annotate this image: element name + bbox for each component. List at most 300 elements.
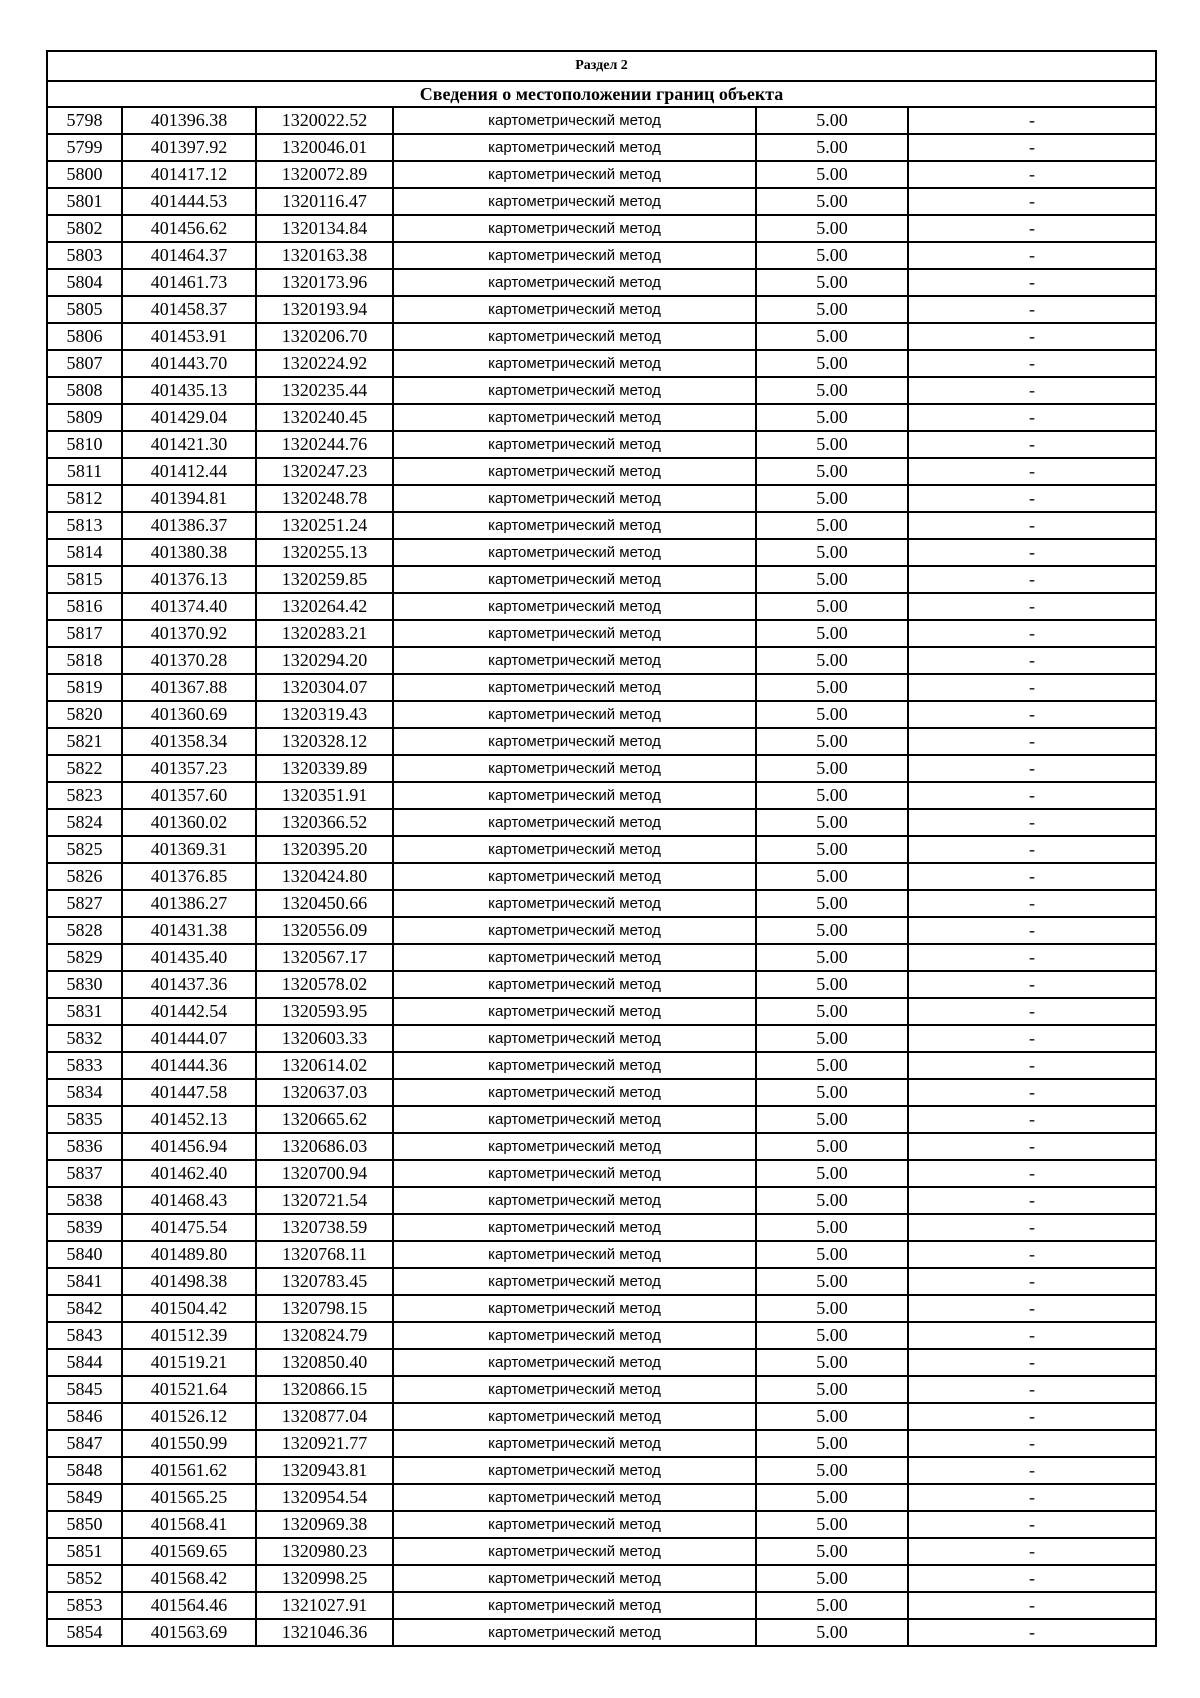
- accuracy-cell: 5.00: [756, 242, 908, 269]
- x-coordinate-cell: 401358.34: [122, 728, 256, 755]
- method-cell: картометрический метод: [393, 242, 756, 269]
- description-cell: -: [908, 377, 1156, 404]
- method-cell: картометрический метод: [393, 404, 756, 431]
- method-cell: картометрический метод: [393, 539, 756, 566]
- method-cell: картометрический метод: [393, 944, 756, 971]
- y-coordinate-cell: 1320235.44: [256, 377, 393, 404]
- point-number-cell: 5826: [47, 863, 122, 890]
- method-cell: картометрический метод: [393, 1538, 756, 1565]
- table-row: [47, 1484, 1156, 1511]
- point-number-cell: 5845: [47, 1376, 122, 1403]
- table-row: [47, 647, 1156, 674]
- y-coordinate-cell: 1320116.47: [256, 188, 393, 215]
- y-coordinate-cell: 1320969.38: [256, 1511, 393, 1538]
- method-cell: картометрический метод: [393, 620, 756, 647]
- method-cell: картометрический метод: [393, 1241, 756, 1268]
- point-number-cell: 5819: [47, 674, 122, 701]
- description-cell: -: [908, 1133, 1156, 1160]
- method-cell: картометрический метод: [393, 1457, 756, 1484]
- point-number-cell: 5800: [47, 161, 122, 188]
- x-coordinate-cell: 401462.40: [122, 1160, 256, 1187]
- method-cell: картометрический метод: [393, 593, 756, 620]
- y-coordinate-cell: 1320943.81: [256, 1457, 393, 1484]
- description-cell: -: [908, 1079, 1156, 1106]
- x-coordinate-cell: 401376.13: [122, 566, 256, 593]
- accuracy-cell: 5.00: [756, 1322, 908, 1349]
- table-row: [47, 566, 1156, 593]
- accuracy-cell: 5.00: [756, 1214, 908, 1241]
- description-cell: -: [908, 1295, 1156, 1322]
- y-coordinate-cell: 1320072.89: [256, 161, 393, 188]
- accuracy-cell: 5.00: [756, 1268, 908, 1295]
- accuracy-cell: 5.00: [756, 728, 908, 755]
- description-cell: -: [908, 269, 1156, 296]
- x-coordinate-cell: 401369.31: [122, 836, 256, 863]
- x-coordinate-cell: 401456.62: [122, 215, 256, 242]
- accuracy-cell: 5.00: [756, 593, 908, 620]
- table-row: [47, 917, 1156, 944]
- description-cell: -: [908, 1403, 1156, 1430]
- description-cell: -: [908, 296, 1156, 323]
- table-row: [47, 1457, 1156, 1484]
- table-row: [47, 809, 1156, 836]
- x-coordinate-cell: 401444.36: [122, 1052, 256, 1079]
- table-row: [47, 1538, 1156, 1565]
- accuracy-cell: 5.00: [756, 431, 908, 458]
- x-coordinate-cell: 401453.91: [122, 323, 256, 350]
- y-coordinate-cell: 1320255.13: [256, 539, 393, 566]
- point-number-cell: 5852: [47, 1565, 122, 1592]
- table-row: [47, 728, 1156, 755]
- x-coordinate-cell: 401357.23: [122, 755, 256, 782]
- x-coordinate-cell: 401442.54: [122, 998, 256, 1025]
- y-coordinate-cell: 1320173.96: [256, 269, 393, 296]
- point-number-cell: 5834: [47, 1079, 122, 1106]
- method-cell: картометрический метод: [393, 917, 756, 944]
- boundary-table-document: [46, 50, 1155, 1647]
- x-coordinate-cell: 401421.30: [122, 431, 256, 458]
- method-cell: картометрический метод: [393, 1592, 756, 1619]
- table-title: Сведения о местоположении границ объекта: [47, 81, 1156, 107]
- description-cell: -: [908, 107, 1156, 134]
- point-number-cell: 5844: [47, 1349, 122, 1376]
- table-row: [47, 242, 1156, 269]
- description-cell: -: [908, 215, 1156, 242]
- y-coordinate-cell: 1320319.43: [256, 701, 393, 728]
- x-coordinate-cell: 401447.58: [122, 1079, 256, 1106]
- description-cell: -: [908, 674, 1156, 701]
- description-cell: -: [908, 539, 1156, 566]
- table-row: [47, 134, 1156, 161]
- method-cell: картометрический метод: [393, 1079, 756, 1106]
- method-cell: картометрический метод: [393, 188, 756, 215]
- table-row: [47, 1430, 1156, 1457]
- description-cell: -: [908, 836, 1156, 863]
- method-cell: картометрический метод: [393, 566, 756, 593]
- point-number-cell: 5817: [47, 620, 122, 647]
- method-cell: картометрический метод: [393, 1403, 756, 1430]
- description-cell: -: [908, 944, 1156, 971]
- description-cell: -: [908, 566, 1156, 593]
- method-cell: картометрический метод: [393, 782, 756, 809]
- table-row: [47, 971, 1156, 998]
- point-number-cell: 5848: [47, 1457, 122, 1484]
- table-row: [47, 620, 1156, 647]
- y-coordinate-cell: 1320567.17: [256, 944, 393, 971]
- y-coordinate-cell: 1320877.04: [256, 1403, 393, 1430]
- y-coordinate-cell: 1320328.12: [256, 728, 393, 755]
- x-coordinate-cell: 401452.13: [122, 1106, 256, 1133]
- y-coordinate-cell: 1320244.76: [256, 431, 393, 458]
- x-coordinate-cell: 401429.04: [122, 404, 256, 431]
- description-cell: -: [908, 809, 1156, 836]
- table-row: [47, 755, 1156, 782]
- point-number-cell: 5818: [47, 647, 122, 674]
- method-cell: картометрический метод: [393, 1106, 756, 1133]
- accuracy-cell: 5.00: [756, 998, 908, 1025]
- description-cell: -: [908, 728, 1156, 755]
- table-row: [47, 269, 1156, 296]
- y-coordinate-cell: 1320798.15: [256, 1295, 393, 1322]
- y-coordinate-cell: 1320768.11: [256, 1241, 393, 1268]
- table-row: [47, 674, 1156, 701]
- accuracy-cell: 5.00: [756, 1457, 908, 1484]
- description-cell: -: [908, 323, 1156, 350]
- x-coordinate-cell: 401437.36: [122, 971, 256, 998]
- accuracy-cell: 5.00: [756, 701, 908, 728]
- point-number-cell: 5799: [47, 134, 122, 161]
- table-row: [47, 593, 1156, 620]
- method-cell: картометрический метод: [393, 1376, 756, 1403]
- description-cell: -: [908, 1538, 1156, 1565]
- y-coordinate-cell: 1320240.45: [256, 404, 393, 431]
- x-coordinate-cell: 401568.42: [122, 1565, 256, 1592]
- method-cell: картометрический метод: [393, 1187, 756, 1214]
- method-cell: картометрический метод: [393, 1052, 756, 1079]
- accuracy-cell: 5.00: [756, 377, 908, 404]
- point-number-cell: 5854: [47, 1619, 122, 1646]
- method-cell: картометрический метод: [393, 1025, 756, 1052]
- description-cell: -: [908, 458, 1156, 485]
- y-coordinate-cell: 1320022.52: [256, 107, 393, 134]
- y-coordinate-cell: 1320395.20: [256, 836, 393, 863]
- y-coordinate-cell: 1320954.54: [256, 1484, 393, 1511]
- description-cell: -: [908, 1457, 1156, 1484]
- method-cell: картометрический метод: [393, 755, 756, 782]
- table-row: [47, 107, 1156, 134]
- y-coordinate-cell: 1320614.02: [256, 1052, 393, 1079]
- method-cell: картометрический метод: [393, 647, 756, 674]
- x-coordinate-cell: 401564.46: [122, 1592, 256, 1619]
- method-cell: картометрический метод: [393, 107, 756, 134]
- y-coordinate-cell: 1320686.03: [256, 1133, 393, 1160]
- x-coordinate-cell: 401431.38: [122, 917, 256, 944]
- method-cell: картометрический метод: [393, 1484, 756, 1511]
- x-coordinate-cell: 401550.99: [122, 1430, 256, 1457]
- y-coordinate-cell: 1320366.52: [256, 809, 393, 836]
- x-coordinate-cell: 401435.13: [122, 377, 256, 404]
- accuracy-cell: 5.00: [756, 755, 908, 782]
- table-row: [47, 1268, 1156, 1295]
- x-coordinate-cell: 401475.54: [122, 1214, 256, 1241]
- point-number-cell: 5821: [47, 728, 122, 755]
- description-cell: -: [908, 998, 1156, 1025]
- accuracy-cell: 5.00: [756, 512, 908, 539]
- point-number-cell: 5837: [47, 1160, 122, 1187]
- y-coordinate-cell: 1320247.23: [256, 458, 393, 485]
- y-coordinate-cell: 1320556.09: [256, 917, 393, 944]
- description-cell: -: [908, 512, 1156, 539]
- point-number-cell: 5833: [47, 1052, 122, 1079]
- table-row: [47, 1079, 1156, 1106]
- accuracy-cell: 5.00: [756, 539, 908, 566]
- point-number-cell: 5851: [47, 1538, 122, 1565]
- point-number-cell: 5846: [47, 1403, 122, 1430]
- y-coordinate-cell: 1320603.33: [256, 1025, 393, 1052]
- accuracy-cell: 5.00: [756, 1160, 908, 1187]
- table-row: [47, 836, 1156, 863]
- x-coordinate-cell: 401568.41: [122, 1511, 256, 1538]
- x-coordinate-cell: 401561.62: [122, 1457, 256, 1484]
- x-coordinate-cell: 401370.92: [122, 620, 256, 647]
- method-cell: картометрический метод: [393, 512, 756, 539]
- method-cell: картометрический метод: [393, 1430, 756, 1457]
- point-number-cell: 5827: [47, 890, 122, 917]
- description-cell: -: [908, 863, 1156, 890]
- y-coordinate-cell: 1320578.02: [256, 971, 393, 998]
- point-number-cell: 5841: [47, 1268, 122, 1295]
- description-cell: -: [908, 350, 1156, 377]
- method-cell: картометрический метод: [393, 458, 756, 485]
- y-coordinate-cell: 1320294.20: [256, 647, 393, 674]
- x-coordinate-cell: 401458.37: [122, 296, 256, 323]
- method-cell: картометрический метод: [393, 674, 756, 701]
- description-cell: -: [908, 701, 1156, 728]
- description-cell: -: [908, 1106, 1156, 1133]
- description-cell: -: [908, 1430, 1156, 1457]
- point-number-cell: 5810: [47, 431, 122, 458]
- table-row: [47, 890, 1156, 917]
- table-row: [47, 1592, 1156, 1619]
- description-cell: -: [908, 647, 1156, 674]
- point-number-cell: 5804: [47, 269, 122, 296]
- table-row: [47, 512, 1156, 539]
- table-row: [47, 1403, 1156, 1430]
- accuracy-cell: 5.00: [756, 161, 908, 188]
- table-row: [47, 1052, 1156, 1079]
- point-number-cell: 5842: [47, 1295, 122, 1322]
- description-cell: -: [908, 971, 1156, 998]
- table-row: [47, 1349, 1156, 1376]
- accuracy-cell: 5.00: [756, 674, 908, 701]
- point-number-cell: 5822: [47, 755, 122, 782]
- x-coordinate-cell: 401386.37: [122, 512, 256, 539]
- x-coordinate-cell: 401443.70: [122, 350, 256, 377]
- point-number-cell: 5832: [47, 1025, 122, 1052]
- boundary-coordinates-table: [46, 50, 1157, 1647]
- point-number-cell: 5808: [47, 377, 122, 404]
- accuracy-cell: 5.00: [756, 917, 908, 944]
- point-number-cell: 5823: [47, 782, 122, 809]
- accuracy-cell: 5.00: [756, 1052, 908, 1079]
- y-coordinate-cell: 1320264.42: [256, 593, 393, 620]
- table-row: [47, 1160, 1156, 1187]
- point-number-cell: 5803: [47, 242, 122, 269]
- y-coordinate-cell: 1320980.23: [256, 1538, 393, 1565]
- y-coordinate-cell: 1321027.91: [256, 1592, 393, 1619]
- table-row: [47, 404, 1156, 431]
- method-cell: картометрический метод: [393, 1160, 756, 1187]
- x-coordinate-cell: 401417.12: [122, 161, 256, 188]
- accuracy-cell: 5.00: [756, 323, 908, 350]
- y-coordinate-cell: 1320193.94: [256, 296, 393, 323]
- table-row: [47, 431, 1156, 458]
- x-coordinate-cell: 401444.53: [122, 188, 256, 215]
- table-row: [47, 1295, 1156, 1322]
- accuracy-cell: 5.00: [756, 971, 908, 998]
- method-cell: картометрический метод: [393, 134, 756, 161]
- method-cell: картометрический метод: [393, 1214, 756, 1241]
- description-cell: -: [908, 1619, 1156, 1646]
- description-cell: -: [908, 431, 1156, 458]
- point-number-cell: 5838: [47, 1187, 122, 1214]
- point-number-cell: 5828: [47, 917, 122, 944]
- x-coordinate-cell: 401435.40: [122, 944, 256, 971]
- accuracy-cell: 5.00: [756, 1403, 908, 1430]
- point-number-cell: 5814: [47, 539, 122, 566]
- x-coordinate-cell: 401521.64: [122, 1376, 256, 1403]
- y-coordinate-cell: 1320721.54: [256, 1187, 393, 1214]
- y-coordinate-cell: 1320351.91: [256, 782, 393, 809]
- description-cell: -: [908, 782, 1156, 809]
- table-row: [47, 1214, 1156, 1241]
- y-coordinate-cell: 1320783.45: [256, 1268, 393, 1295]
- accuracy-cell: 5.00: [756, 269, 908, 296]
- table-row: [47, 863, 1156, 890]
- table-row: [47, 296, 1156, 323]
- method-cell: картометрический метод: [393, 431, 756, 458]
- method-cell: картометрический метод: [393, 350, 756, 377]
- method-cell: картометрический метод: [393, 323, 756, 350]
- table-row: [47, 998, 1156, 1025]
- accuracy-cell: 5.00: [756, 782, 908, 809]
- point-number-cell: 5813: [47, 512, 122, 539]
- point-number-cell: 5805: [47, 296, 122, 323]
- table-row: [47, 1565, 1156, 1592]
- y-coordinate-cell: 1320921.77: [256, 1430, 393, 1457]
- y-coordinate-cell: 1320163.38: [256, 242, 393, 269]
- point-number-cell: 5811: [47, 458, 122, 485]
- y-coordinate-cell: 1320866.15: [256, 1376, 393, 1403]
- description-cell: -: [908, 1376, 1156, 1403]
- accuracy-cell: 5.00: [756, 296, 908, 323]
- accuracy-cell: 5.00: [756, 215, 908, 242]
- description-cell: -: [908, 485, 1156, 512]
- table-row: [47, 161, 1156, 188]
- point-number-cell: 5807: [47, 350, 122, 377]
- description-cell: -: [908, 1592, 1156, 1619]
- y-coordinate-cell: 1320206.70: [256, 323, 393, 350]
- table-row: [47, 188, 1156, 215]
- y-coordinate-cell: 1320259.85: [256, 566, 393, 593]
- y-coordinate-cell: 1320304.07: [256, 674, 393, 701]
- table-row: [47, 377, 1156, 404]
- description-cell: -: [908, 1052, 1156, 1079]
- description-cell: -: [908, 134, 1156, 161]
- table-row: [47, 1322, 1156, 1349]
- table-row: [47, 458, 1156, 485]
- point-number-cell: 5843: [47, 1322, 122, 1349]
- point-number-cell: 5836: [47, 1133, 122, 1160]
- y-coordinate-cell: 1320824.79: [256, 1322, 393, 1349]
- method-cell: картометрический метод: [393, 377, 756, 404]
- method-cell: картометрический метод: [393, 1322, 756, 1349]
- accuracy-cell: 5.00: [756, 1430, 908, 1457]
- method-cell: картометрический метод: [393, 1511, 756, 1538]
- table-row: [47, 1106, 1156, 1133]
- accuracy-cell: 5.00: [756, 1511, 908, 1538]
- y-coordinate-cell: 1320046.01: [256, 134, 393, 161]
- accuracy-cell: 5.00: [756, 485, 908, 512]
- accuracy-cell: 5.00: [756, 809, 908, 836]
- description-cell: -: [908, 1241, 1156, 1268]
- method-cell: картометрический метод: [393, 971, 756, 998]
- description-cell: -: [908, 1025, 1156, 1052]
- accuracy-cell: 5.00: [756, 1106, 908, 1133]
- accuracy-cell: 5.00: [756, 863, 908, 890]
- method-cell: картометрический метод: [393, 1133, 756, 1160]
- point-number-cell: 5798: [47, 107, 122, 134]
- table-row: [47, 782, 1156, 809]
- point-number-cell: 5839: [47, 1214, 122, 1241]
- description-cell: -: [908, 1565, 1156, 1592]
- method-cell: картометрический метод: [393, 1295, 756, 1322]
- description-cell: -: [908, 1187, 1156, 1214]
- point-number-cell: 5824: [47, 809, 122, 836]
- method-cell: картометрический метод: [393, 1619, 756, 1646]
- accuracy-cell: 5.00: [756, 1376, 908, 1403]
- accuracy-cell: 5.00: [756, 350, 908, 377]
- x-coordinate-cell: 401380.38: [122, 539, 256, 566]
- description-cell: -: [908, 188, 1156, 215]
- method-cell: картометрический метод: [393, 485, 756, 512]
- accuracy-cell: 5.00: [756, 404, 908, 431]
- x-coordinate-cell: 401386.27: [122, 890, 256, 917]
- method-cell: картометрический метод: [393, 296, 756, 323]
- y-coordinate-cell: 1320450.66: [256, 890, 393, 917]
- accuracy-cell: 5.00: [756, 836, 908, 863]
- point-number-cell: 5847: [47, 1430, 122, 1457]
- accuracy-cell: 5.00: [756, 458, 908, 485]
- x-coordinate-cell: 401376.85: [122, 863, 256, 890]
- x-coordinate-cell: 401360.69: [122, 701, 256, 728]
- method-cell: картометрический метод: [393, 998, 756, 1025]
- y-coordinate-cell: 1320738.59: [256, 1214, 393, 1241]
- table-row: [47, 701, 1156, 728]
- x-coordinate-cell: 401360.02: [122, 809, 256, 836]
- x-coordinate-cell: 401468.43: [122, 1187, 256, 1214]
- x-coordinate-cell: 401367.88: [122, 674, 256, 701]
- x-coordinate-cell: 401526.12: [122, 1403, 256, 1430]
- table-row: [47, 1376, 1156, 1403]
- x-coordinate-cell: 401357.60: [122, 782, 256, 809]
- method-cell: картометрический метод: [393, 1349, 756, 1376]
- table-row: [47, 539, 1156, 566]
- description-cell: -: [908, 1160, 1156, 1187]
- method-cell: картометрический метод: [393, 215, 756, 242]
- description-cell: -: [908, 755, 1156, 782]
- point-number-cell: 5802: [47, 215, 122, 242]
